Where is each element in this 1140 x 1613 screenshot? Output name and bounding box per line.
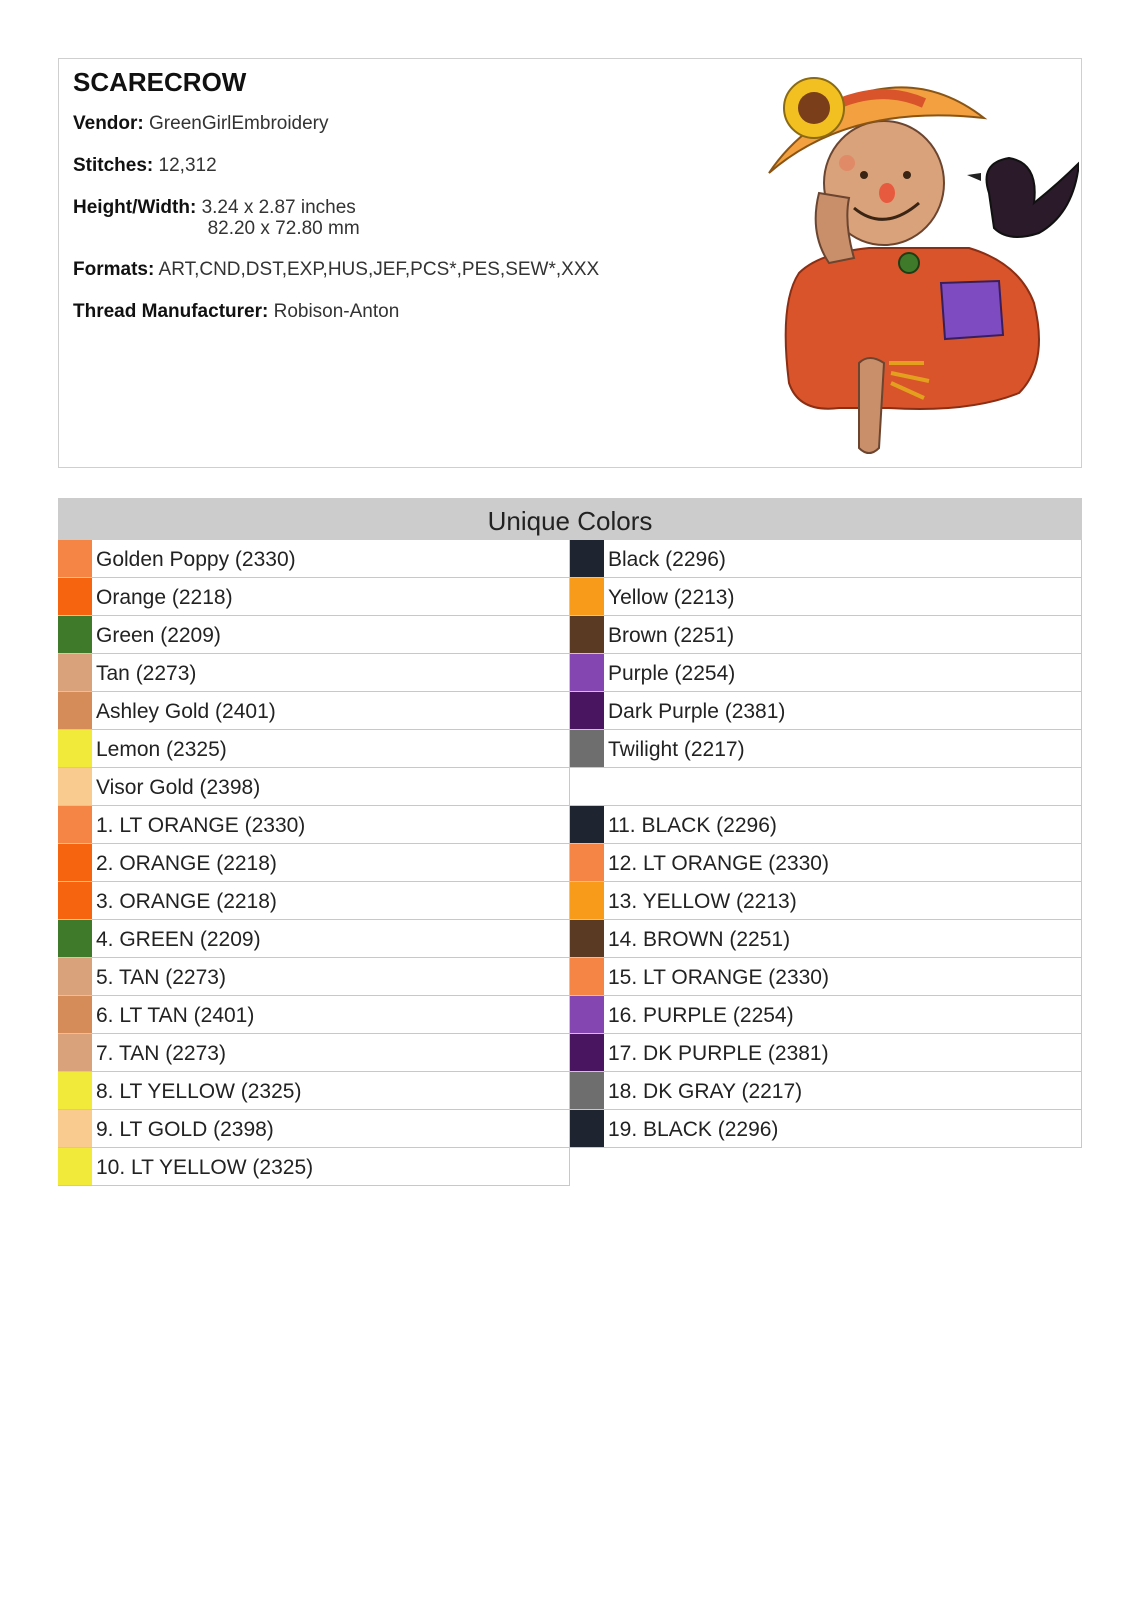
color-swatch <box>570 958 604 995</box>
color-label: 19. BLACK (2296) <box>608 1118 779 1141</box>
color-row <box>570 1072 1082 1110</box>
color-swatch <box>570 806 604 843</box>
color-swatch <box>58 844 92 881</box>
color-label: 17. DK PURPLE (2381) <box>608 1042 829 1065</box>
color-label: Golden Poppy (2330) <box>96 548 296 571</box>
color-label: 3. ORANGE (2218) <box>96 890 277 913</box>
color-swatch <box>58 654 92 691</box>
color-label: 1. LT ORANGE (2330) <box>96 814 306 837</box>
color-row <box>58 806 570 844</box>
color-swatch <box>58 882 92 919</box>
color-swatch <box>570 844 604 881</box>
color-label: 8. LT YELLOW (2325) <box>96 1080 302 1103</box>
color-row <box>570 844 1082 882</box>
color-row <box>570 654 1082 692</box>
color-swatch <box>58 616 92 653</box>
vendor-value: GreenGirlEmbroidery <box>149 113 329 134</box>
color-swatch <box>570 692 604 729</box>
color-swatch <box>570 1034 604 1071</box>
formats-field <box>73 259 599 281</box>
color-swatch <box>58 768 92 805</box>
stitches-value: 12,312 <box>158 155 217 176</box>
formats-label: Formats: <box>73 259 155 280</box>
formats-value: ART,CND,DST,EXP,HUS,JEF,PCS*,PES,SEW*,XXX <box>158 259 600 280</box>
scarecrow-design-image <box>719 63 1079 463</box>
color-row <box>570 540 1082 578</box>
color-label: Orange (2218) <box>96 586 233 609</box>
color-label: 12. LT ORANGE (2330) <box>608 852 829 875</box>
color-label: 18. DK GRAY (2217) <box>608 1080 803 1103</box>
color-label: Twilight (2217) <box>608 738 745 761</box>
color-row <box>58 730 570 768</box>
color-row <box>58 1072 570 1110</box>
color-row <box>58 996 570 1034</box>
color-row <box>58 844 570 882</box>
color-swatch <box>570 882 604 919</box>
color-label: 16. PURPLE (2254) <box>608 1004 794 1027</box>
color-row <box>570 882 1082 920</box>
design-info-panel <box>58 58 1082 468</box>
color-swatch <box>570 1072 604 1109</box>
color-swatch <box>58 692 92 729</box>
color-swatch <box>570 1110 604 1147</box>
color-swatch <box>570 654 604 691</box>
color-label: Yellow (2213) <box>608 586 735 609</box>
color-row <box>58 692 570 730</box>
color-swatch <box>58 1110 92 1147</box>
color-swatch <box>58 1148 92 1185</box>
color-label: 14. BROWN (2251) <box>608 928 791 951</box>
color-label: 15. LT ORANGE (2330) <box>608 966 829 989</box>
color-label: 9. LT GOLD (2398) <box>96 1118 274 1141</box>
color-row <box>570 730 1082 768</box>
color-row <box>58 1148 570 1186</box>
color-row <box>570 806 1082 844</box>
color-swatch <box>58 996 92 1033</box>
color-row <box>570 616 1082 654</box>
thread-manufacturer-field <box>73 301 399 323</box>
color-swatch <box>58 1072 92 1109</box>
height-width-field <box>73 197 360 239</box>
unique-colors-header: Unique Colors <box>58 498 1082 540</box>
color-label: 11. BLACK (2296) <box>608 814 777 837</box>
color-row <box>58 1034 570 1072</box>
color-swatch <box>58 920 92 957</box>
color-swatch <box>570 920 604 957</box>
color-swatch <box>570 578 604 615</box>
color-swatch <box>570 616 604 653</box>
color-label: 10. LT YELLOW (2325) <box>96 1156 314 1179</box>
color-label: 2. ORANGE (2218) <box>96 852 277 875</box>
color-label: Visor Gold (2398) <box>96 776 261 799</box>
color-row <box>58 540 570 578</box>
color-row <box>570 692 1082 730</box>
color-swatch <box>58 806 92 843</box>
color-row <box>570 996 1082 1034</box>
left-color-column <box>58 540 570 1186</box>
design-title: SCARECROW <box>73 67 247 97</box>
color-swatch <box>58 578 92 615</box>
color-row <box>58 920 570 958</box>
color-row <box>58 578 570 616</box>
color-label: 4. GREEN (2209) <box>96 928 261 951</box>
color-swatch <box>58 540 92 577</box>
color-swatch <box>570 996 604 1033</box>
color-swatch <box>570 730 604 767</box>
color-row <box>58 958 570 996</box>
color-label: 13. YELLOW (2213) <box>608 890 797 913</box>
color-label: Green (2209) <box>96 624 221 647</box>
color-row <box>570 578 1082 616</box>
color-row <box>570 958 1082 996</box>
thread-manufacturer-value: Robison-Anton <box>273 301 400 322</box>
color-label: Purple (2254) <box>608 662 736 685</box>
color-swatch <box>58 958 92 995</box>
color-swatch <box>58 1034 92 1071</box>
color-label: Ashley Gold (2401) <box>96 700 276 723</box>
color-row <box>570 920 1082 958</box>
stitches-field <box>73 155 217 177</box>
vendor-label: Vendor: <box>73 113 144 134</box>
color-label: Black (2296) <box>608 548 726 571</box>
color-row <box>570 1110 1082 1148</box>
height-width-inches: 3.24 x 2.87 inches <box>201 197 356 218</box>
color-row <box>58 1110 570 1148</box>
color-swatch <box>58 730 92 767</box>
thread-manufacturer-label: Thread Manufacturer: <box>73 301 269 322</box>
right-color-column <box>570 540 1082 1148</box>
height-width-label: Height/Width: <box>73 197 197 218</box>
color-label: Tan (2273) <box>96 662 197 685</box>
color-row <box>58 882 570 920</box>
color-label: 6. LT TAN (2401) <box>96 1004 255 1027</box>
color-row <box>570 1034 1082 1072</box>
color-row <box>58 768 570 806</box>
color-row <box>58 654 570 692</box>
vendor-field <box>73 113 329 135</box>
color-label: 7. TAN (2273) <box>96 1042 226 1065</box>
color-swatch <box>570 540 604 577</box>
color-row <box>58 616 570 654</box>
color-label: Lemon (2325) <box>96 738 227 761</box>
color-label: Dark Purple (2381) <box>608 700 786 723</box>
height-width-mm: 82.20 x 72.80 mm <box>207 218 360 239</box>
stitches-label: Stitches: <box>73 155 154 176</box>
color-label: Brown (2251) <box>608 624 735 647</box>
empty-row <box>570 768 1082 806</box>
color-label: 5. TAN (2273) <box>96 966 226 989</box>
